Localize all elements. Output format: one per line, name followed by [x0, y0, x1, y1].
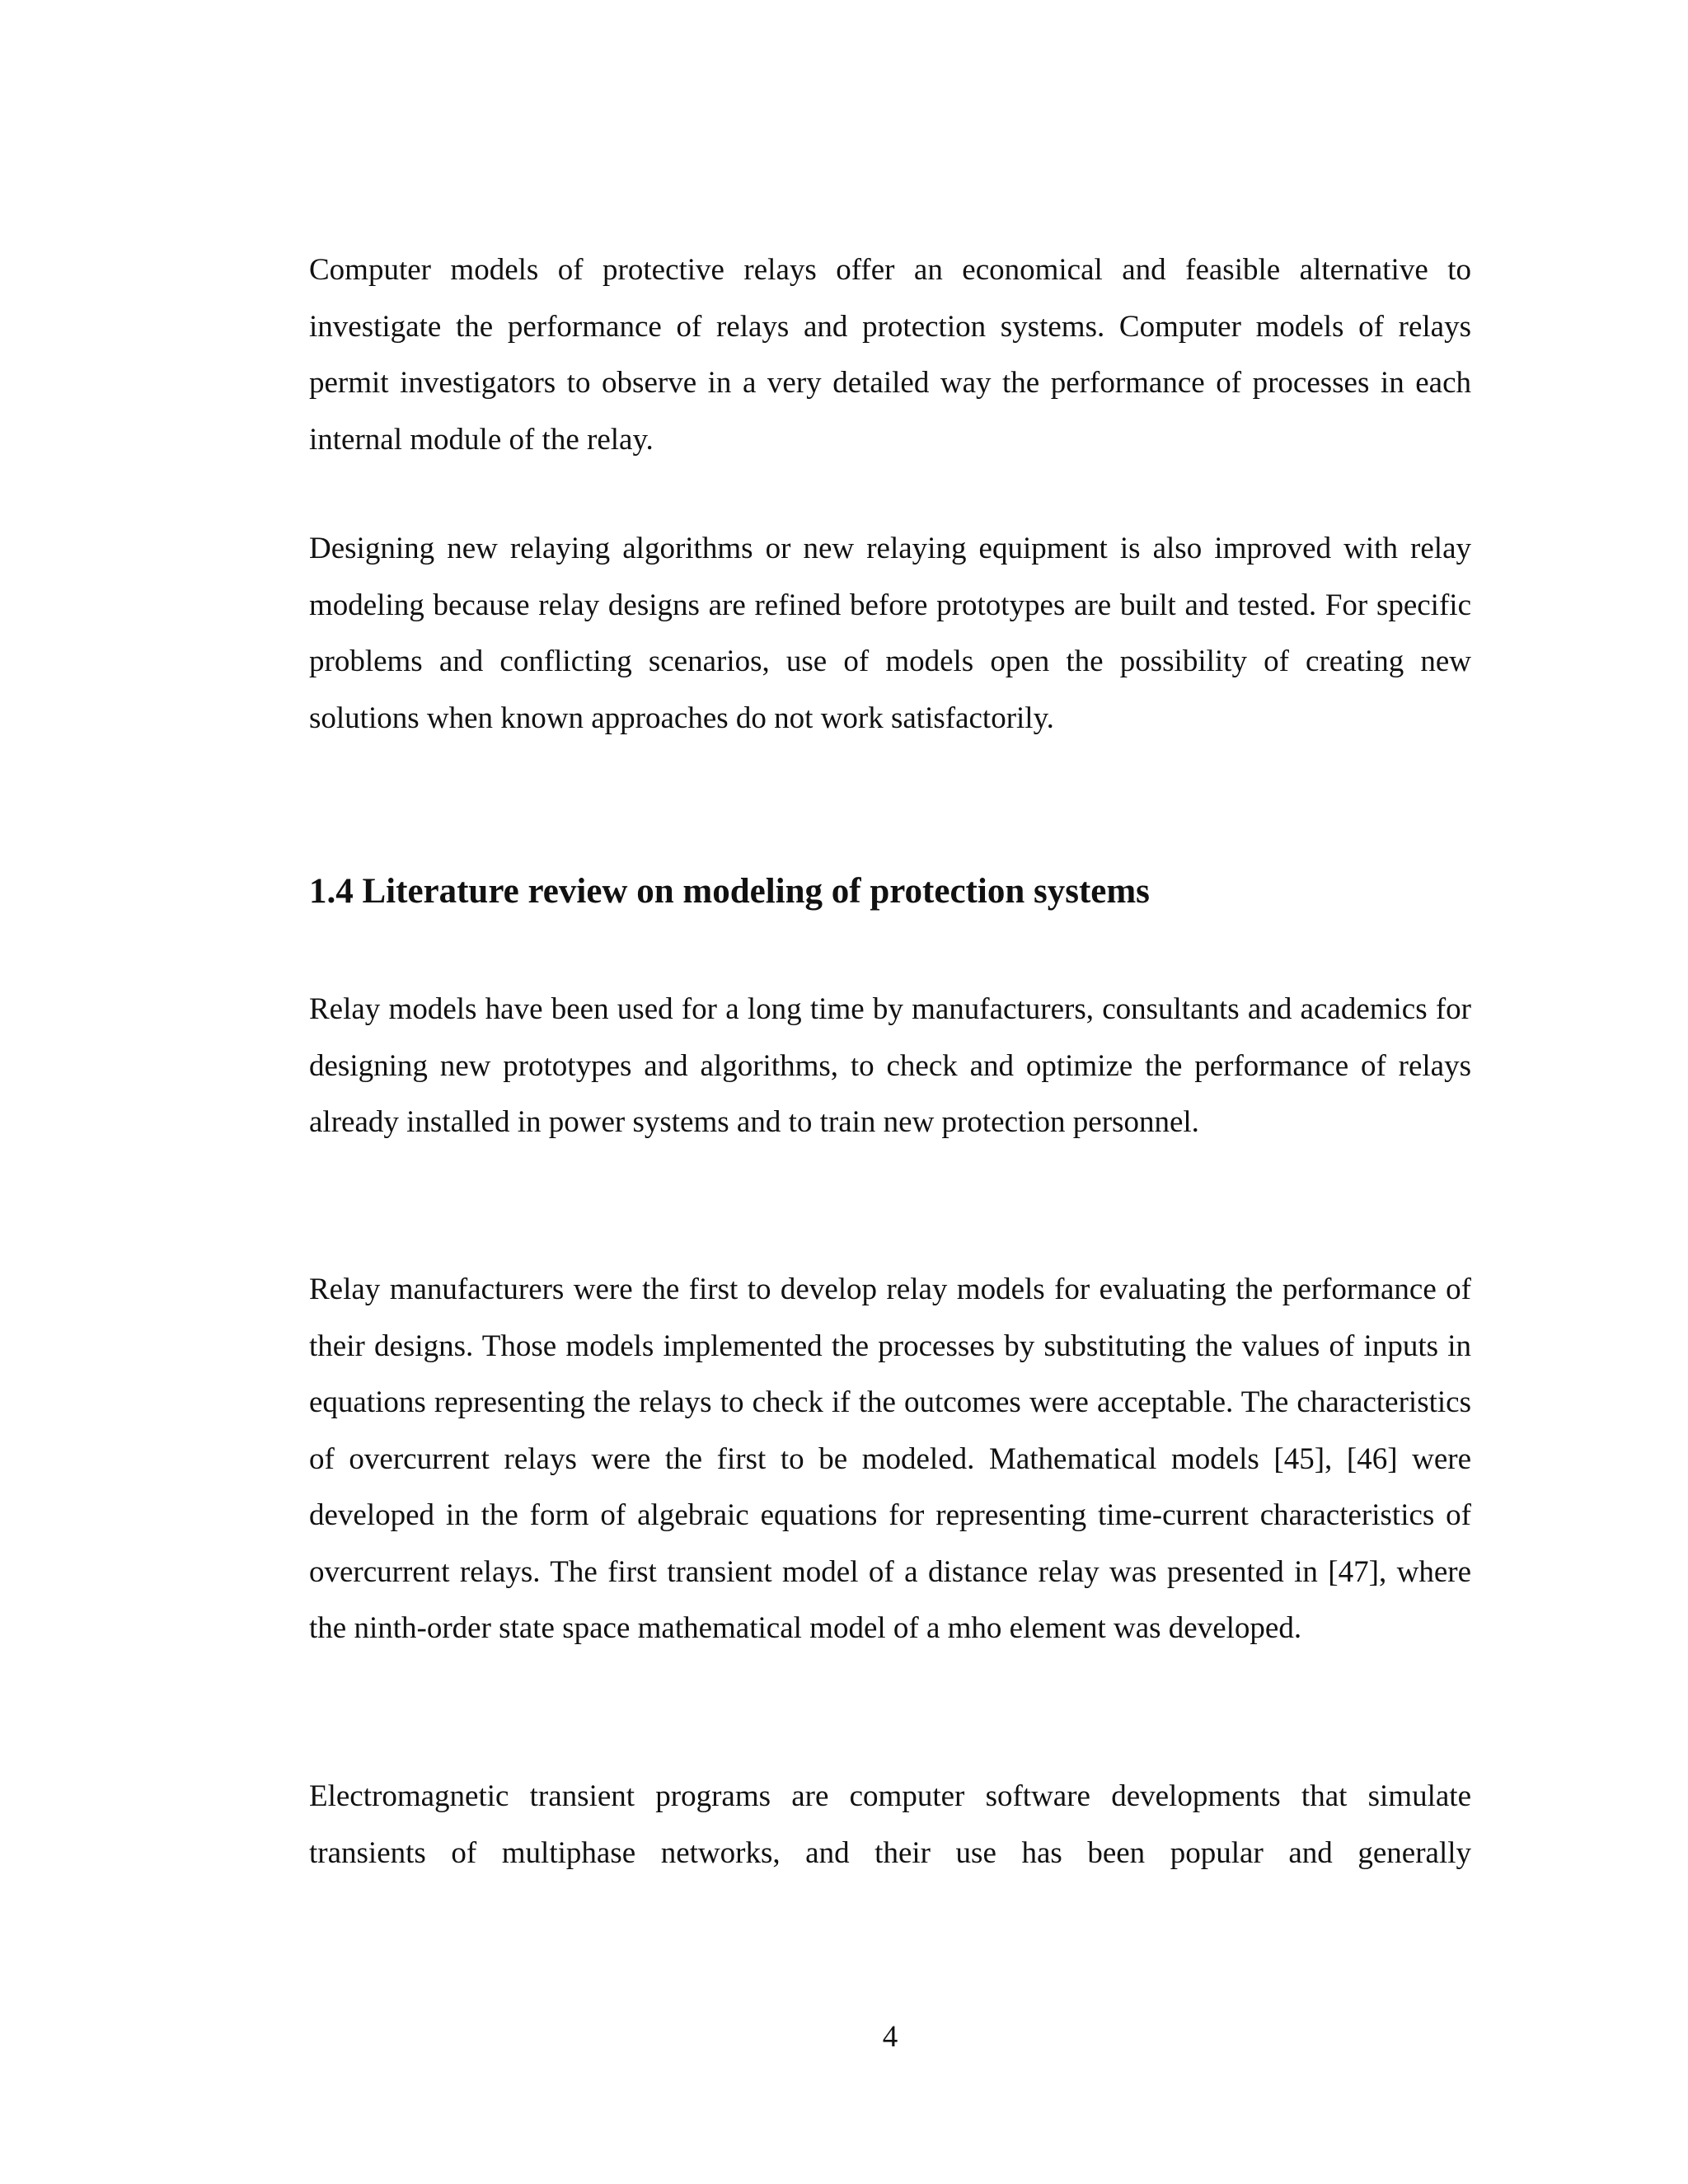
paragraph-5 — [309, 1769, 1471, 1882]
paragraph-text: Designing new relaying algorithms or new relaying equipment is also improved with relay modeling because relay designs are refined before prototypes are built and tested. For specific problems and conflicting scenarios, use of models open the possibility of creating new solutions when known approaches do not work satisfactorily. — [309, 532, 1471, 735]
paragraph-2 — [309, 521, 1471, 747]
paragraph-text: Relay manufacturers were the first to develop relay models for evaluating the performance of their designs. Those models implemented the processes by substituting the values of inputs in equations representing the relays to check if the outcomes were acceptable. The characteristics of overcurrent relays were the first to be modeled. Mathematical models [45], [46] were developed in the form of algebraic equations for representing time-current characteristics of overcurrent relays. The first transient model of a distance relay was presented in [47], where the ninth-order state space mathematical model of a mho element was developed. — [309, 1272, 1471, 1645]
paragraph-1 — [309, 242, 1471, 468]
section-heading: 1.4 Literature review on modeling of protection systems — [309, 872, 1150, 911]
paragraph-text: Computer models of protective relays offer an economical and feasible alternative to investigate the performance of relays and protection systems. Computer models of relays permit investigators to observe in a very detailed way the performance of processes in each internal module of the relay. — [309, 253, 1471, 457]
paragraph-4 — [309, 1262, 1471, 1657]
section-heading-block — [309, 867, 1471, 916]
page-number: 4 — [882, 2020, 898, 2054]
paragraph-3 — [309, 982, 1471, 1151]
paragraph-text: Electromagnetic transient programs are computer software developments that simulate transients of multiphase networks, and their use has been popular and generally — [309, 1779, 1471, 1870]
paragraph-text: Relay models have been used for a long time by manufacturers, consultants and academics for designing new prototypes and algorithms, to check and optimize the performance of relays already installed in power systems and to train new protection personnel. — [309, 992, 1471, 1139]
